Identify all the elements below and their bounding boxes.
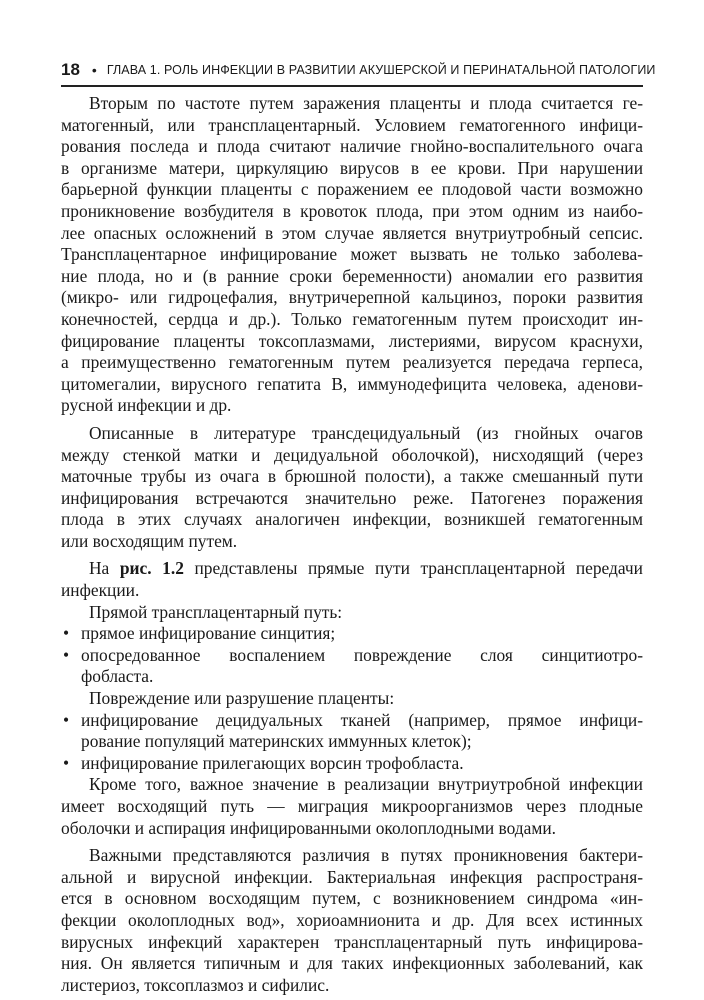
text-line [61, 558, 643, 580]
list-item [61, 753, 643, 775]
text-line: матогенный, или трансплацентарный. Условием гематогенного инфици- [61, 114, 643, 135]
text-line: Трансплацентарное инфицирование может вызвать не только заболева- [61, 244, 643, 265]
page-number: 18 [61, 60, 80, 79]
paragraph-5 [61, 845, 643, 996]
bullet-marker: • [63, 623, 70, 644]
text-line: оболочки и аспирация инфицированными околоплодными водами. [61, 817, 557, 838]
text-line: фицирование плаценты токсоплазмами, листериями, вирусом краснухи, [61, 330, 643, 351]
text-line: цитомегалии, вирусного гепатита В, иммунодефицита человека, аденови- [61, 373, 643, 394]
text-line: ние плода, но и (в ранние сроки беременности) аномалии его развития [61, 265, 643, 286]
text-line: Описанные в литературе трансдецидуальный (из гнойных очагов [89, 422, 643, 443]
text-line: Важными представляются различия в путях проникновения бактери- [89, 845, 643, 866]
text-line: рования последа и плода считают наличие гнойно-воспалительного очага [61, 136, 643, 157]
list-item [61, 710, 643, 732]
paragraph-3 [61, 558, 643, 601]
text-line: лее опасных осложнений в этом случае является внутриутробный сепсис. [61, 222, 643, 243]
text-line: маточные трубы из очага в брюшной полости), а также смешанный пути [61, 466, 643, 487]
text-line: конечностей, сердца и др.). Только гематогенным путем происходит ин- [61, 308, 643, 329]
text-line: вирусных инфекций характерен трансплацентарный путь инфицирова- [61, 931, 643, 952]
list-item [61, 645, 643, 667]
text-line: в организме матери, циркуляцию вирусов в ее крови. При нарушении [61, 157, 643, 178]
paragraph-1 [61, 93, 643, 417]
running-header [61, 59, 656, 81]
list-item [61, 623, 643, 645]
text-fragment: представлены прямые пути трансплацентарной передачи [183, 558, 643, 579]
text-fragment: На [89, 558, 120, 579]
text-line: Вторым по частоте путем заражения плаценты и плода считается ге- [89, 93, 643, 113]
paragraph-2 [61, 423, 643, 553]
text-line: ется в основном восходящим путем, с возникновением синдрома «ин- [61, 888, 643, 909]
text-line: проникновение возбудителя в кровоток плода, при этом одним из наибо- [61, 200, 643, 221]
bullet-marker: • [63, 709, 70, 730]
list-item-continuation: рование популяций материнских иммунных клеток); [81, 731, 472, 752]
text-line: а преимущественно гематогенным путем реализуется передача герпеса, [61, 352, 643, 373]
text-line: Кроме того, важное значение в реализации внутриутробной инфекции [89, 774, 643, 795]
list-item-text: прямое инфицирование синцития; [81, 623, 336, 644]
figure-reference: рис. 1.2 [119, 558, 184, 579]
text-line: (микро- или гидроцефалия, внутричерепной кальциноз, пороки развития [61, 287, 643, 308]
text-line: плода в этих случаях аналогичен инфекции, возникшей гематогенным [61, 509, 643, 530]
bullet-marker: • [63, 752, 70, 773]
text-line: инфекции. [61, 580, 140, 601]
paragraph-4 [61, 774, 643, 839]
page-body [61, 93, 643, 996]
header-separator: • [91, 62, 97, 78]
list-heading: Прямой трансплацентарный путь: [89, 601, 343, 622]
text-line: фекции околоплодных вод», хориоамнионита и др. Для всех истинных [61, 909, 643, 930]
list-item-text: инфицирование децидуальных тканей (например, прямое инфици- [81, 709, 643, 730]
text-line: альной и вирусной инфекции. Бактериальная инфекция распространя- [61, 866, 643, 887]
list-direct-route [61, 602, 643, 688]
text-line: или восходящим путем. [61, 530, 238, 551]
text-line: листериоз, токсоплазмоз и сифилис. [61, 974, 330, 995]
text-line: русной инфекции и др. [61, 395, 232, 416]
list-heading: Повреждение или разрушение плаценты: [89, 688, 395, 709]
bullet-marker: • [63, 644, 70, 665]
list-placenta-damage [61, 688, 643, 774]
text-line: между стенкой матки и децидуальной оболочкой), нисходящий (через [61, 444, 643, 465]
text-line: ния. Он является типичным и для таких инфекционных заболеваний, как [61, 953, 643, 974]
text-line: инфицирования встречаются значительно реже. Патогенез поражения [61, 487, 643, 508]
text-line: имеет восходящий путь — миграция микроорганизмов через плодные [61, 796, 643, 816]
running-title: ГЛАВА 1. РОЛЬ ИНФЕКЦИИ В РАЗВИТИИ АКУШЕРСКОЙ И ПЕРИНАТАЛЬНОЙ ПАТОЛОГИИ [106, 63, 656, 77]
list-item-continuation: фобласта. [81, 666, 154, 687]
header-rule [61, 85, 643, 87]
list-item-text: инфицирование прилегающих ворсин трофобласта. [81, 752, 464, 773]
list-item-text: опосредованное воспалением повреждение слоя синцитиотро- [81, 644, 643, 665]
text-line: барьерной функции плаценты с поражением ее плодовой части возможно [61, 179, 643, 200]
